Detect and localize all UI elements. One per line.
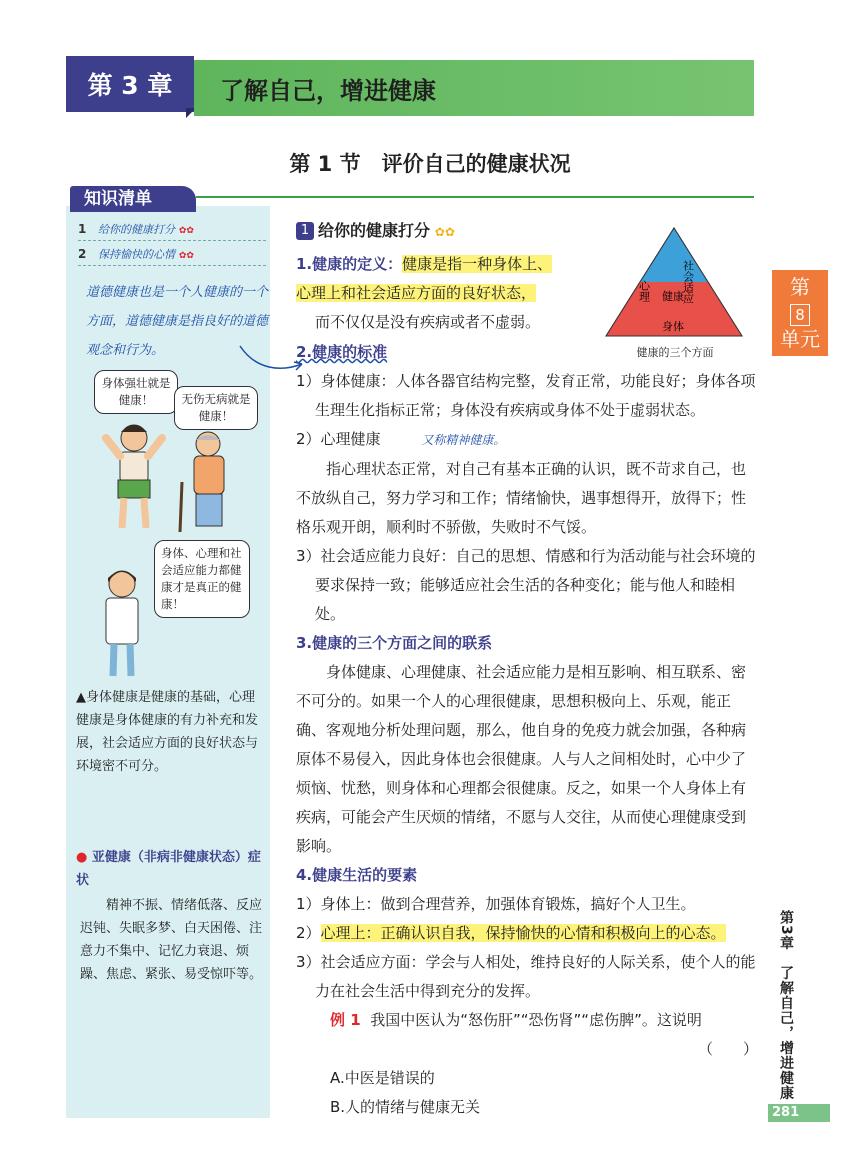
example-label: 例 1: [330, 1011, 361, 1029]
knowledge-item-number: 2: [78, 247, 87, 261]
sidebar-note-title: [76, 846, 266, 892]
element-body: 1）身体上：做到合理营养，加强体育锻炼，搞好个人卫生。: [296, 895, 696, 913]
knowledge-item: [78, 218, 266, 241]
relation-body: 身体健康、心理健康、社会适应能力是相互影响、相互联系、密不可分的。如果一个人的心理很健康，思想积极向上、乐观，能正确、客观地分析处理问题，那么，他自身的免疫力就会加强，各种病原体不易侵入，因此身体也会很健康。人与人之间相处时，心中少了烦恼、忧愁，则身体和心理都会很健康。反之，如果一个人身体上有疾病，可能会产生厌烦的情绪，不愿与人交往，从而使心理健康受到影响。: [296, 663, 747, 855]
unit-number: 8: [790, 304, 810, 326]
section-title: 第 1 节 评价自己的健康状况: [289, 152, 571, 176]
unit-suffix: 单元: [780, 327, 820, 351]
bullet-icon: ●: [76, 850, 88, 865]
figure-label-mind: 心理: [637, 280, 651, 302]
definition-highlight: 健康是指一种身体上、: [402, 255, 553, 273]
option-a: A.中医是错误的: [330, 1069, 435, 1087]
elements-title: 4.健康生活的要素: [296, 866, 418, 884]
star-icon: ✿✿: [178, 251, 194, 261]
definition-text: 而不仅仅是没有疾病或者不虚弱。: [315, 313, 541, 331]
knowledge-list-tab: 知识清单: [70, 186, 196, 212]
chapter-title: 了解自己，增进健康: [194, 60, 754, 116]
knowledge-item-label: 保持愉快的心情: [98, 248, 175, 261]
standard-mind-label: 2）心理健康: [296, 430, 381, 448]
relation-title: 3.健康的三个方面之间的联系: [296, 634, 493, 652]
option-b: B.人的情绪与健康无关: [330, 1098, 481, 1116]
sidebar-note: ▲身体健康是健康的基础，心理健康是身体健康的有力补充和发展，社会适应方面的良好状态与环境密不可分。: [76, 690, 259, 774]
definition-block: [296, 250, 596, 337]
section-divider: [196, 196, 754, 198]
old-man-illustration: [170, 426, 240, 536]
speech-bubble: 无伤无病就是健康！: [174, 386, 258, 430]
standard-body: 1）身体健康：人体各器官结构完整，发育正常，功能良好；身体各项生理生化指标正常；身体没有疾病或身体不处于虚弱状态。: [296, 372, 756, 419]
unit-prefix: 第: [790, 275, 810, 299]
topic-number: 1: [296, 222, 314, 240]
health-triangle-figure: [600, 224, 748, 342]
element-number: 2）: [296, 924, 321, 942]
figure-label-social: 社会适应: [681, 260, 695, 304]
page-number: 281: [768, 1104, 830, 1122]
definition-label: 1.健康的定义：: [296, 255, 403, 273]
figure-label-body: 身体: [662, 320, 684, 333]
knowledge-item-number: 1: [78, 222, 87, 236]
element-highlight: 心理上：正确认识自我，保持愉快的心情和积极向上的心态。: [320, 924, 726, 942]
standards-block: [296, 338, 758, 1122]
speech-bubble: 身体强壮就是健康！: [94, 370, 178, 414]
figure-caption: 健康的三个方面: [636, 346, 714, 359]
standard-mind-body: 指心理状态正常，对自己有基本正确的认识，既不苛求自己，也不放纵自己，努力学习和工作；情绪愉快，遇事想得开，放得下；性格乐观开朗，顺利时不骄傲，失败时不气馁。: [296, 460, 747, 536]
star-icon: ✿✿: [178, 226, 194, 236]
example-question: 我国中医认为“怒伤肝”“恐伤肾”“虑伤脾”。这说明: [370, 1011, 702, 1029]
chapter-label: 第 3 章: [66, 56, 194, 112]
standards-title: 2.健康的标准: [296, 343, 388, 361]
answer-paren: （ ）: [697, 1040, 758, 1058]
handwritten-annotation: 又称精神健康。: [421, 433, 506, 447]
speech-bubble: 身体、心理和社会适应能力都健康才是真正的健康！: [154, 540, 250, 618]
chapter-running-head: 第3章 了解自己，增进健康: [778, 910, 794, 1101]
sidebar-note: 精神不振、情绪低落、反应迟钝、失眠多梦、白天困倦、注意力不集中、记忆力衰退、烦躁、焦虑、紧张、易受惊吓等。: [80, 898, 263, 982]
element-social: 3）社会适应方面：学会与人相处，维持良好的人际关系，使个人的能力在社会生活中得到充分的发挥。: [296, 953, 756, 1000]
handwritten-note: 道德健康也是一个人健康的一个方面，道德健康是指良好的道德观念和行为。: [86, 285, 269, 358]
figure-label-center: 健康: [662, 290, 684, 303]
doctor-illustration: [92, 562, 156, 680]
definition-highlight: 心理上和社会适应方面的良好状态，: [296, 284, 537, 302]
subhealth-title: 亚健康（非病非健康状态）症状: [76, 850, 261, 888]
strong-man-illustration: [96, 418, 170, 538]
star-icon: ✿✿: [434, 225, 455, 239]
knowledge-item-label: 给你的健康打分: [98, 223, 175, 236]
standard-social: 3）社会适应能力良好：自己的思想、情感和行为活动能与社会环境的要求保持一致；能够适应社会生活的各种变化；能与他人和睦相处。: [296, 547, 756, 623]
unit-tab: [772, 270, 828, 356]
knowledge-item: [78, 243, 266, 266]
topic-title: 给你的健康打分: [318, 221, 431, 240]
